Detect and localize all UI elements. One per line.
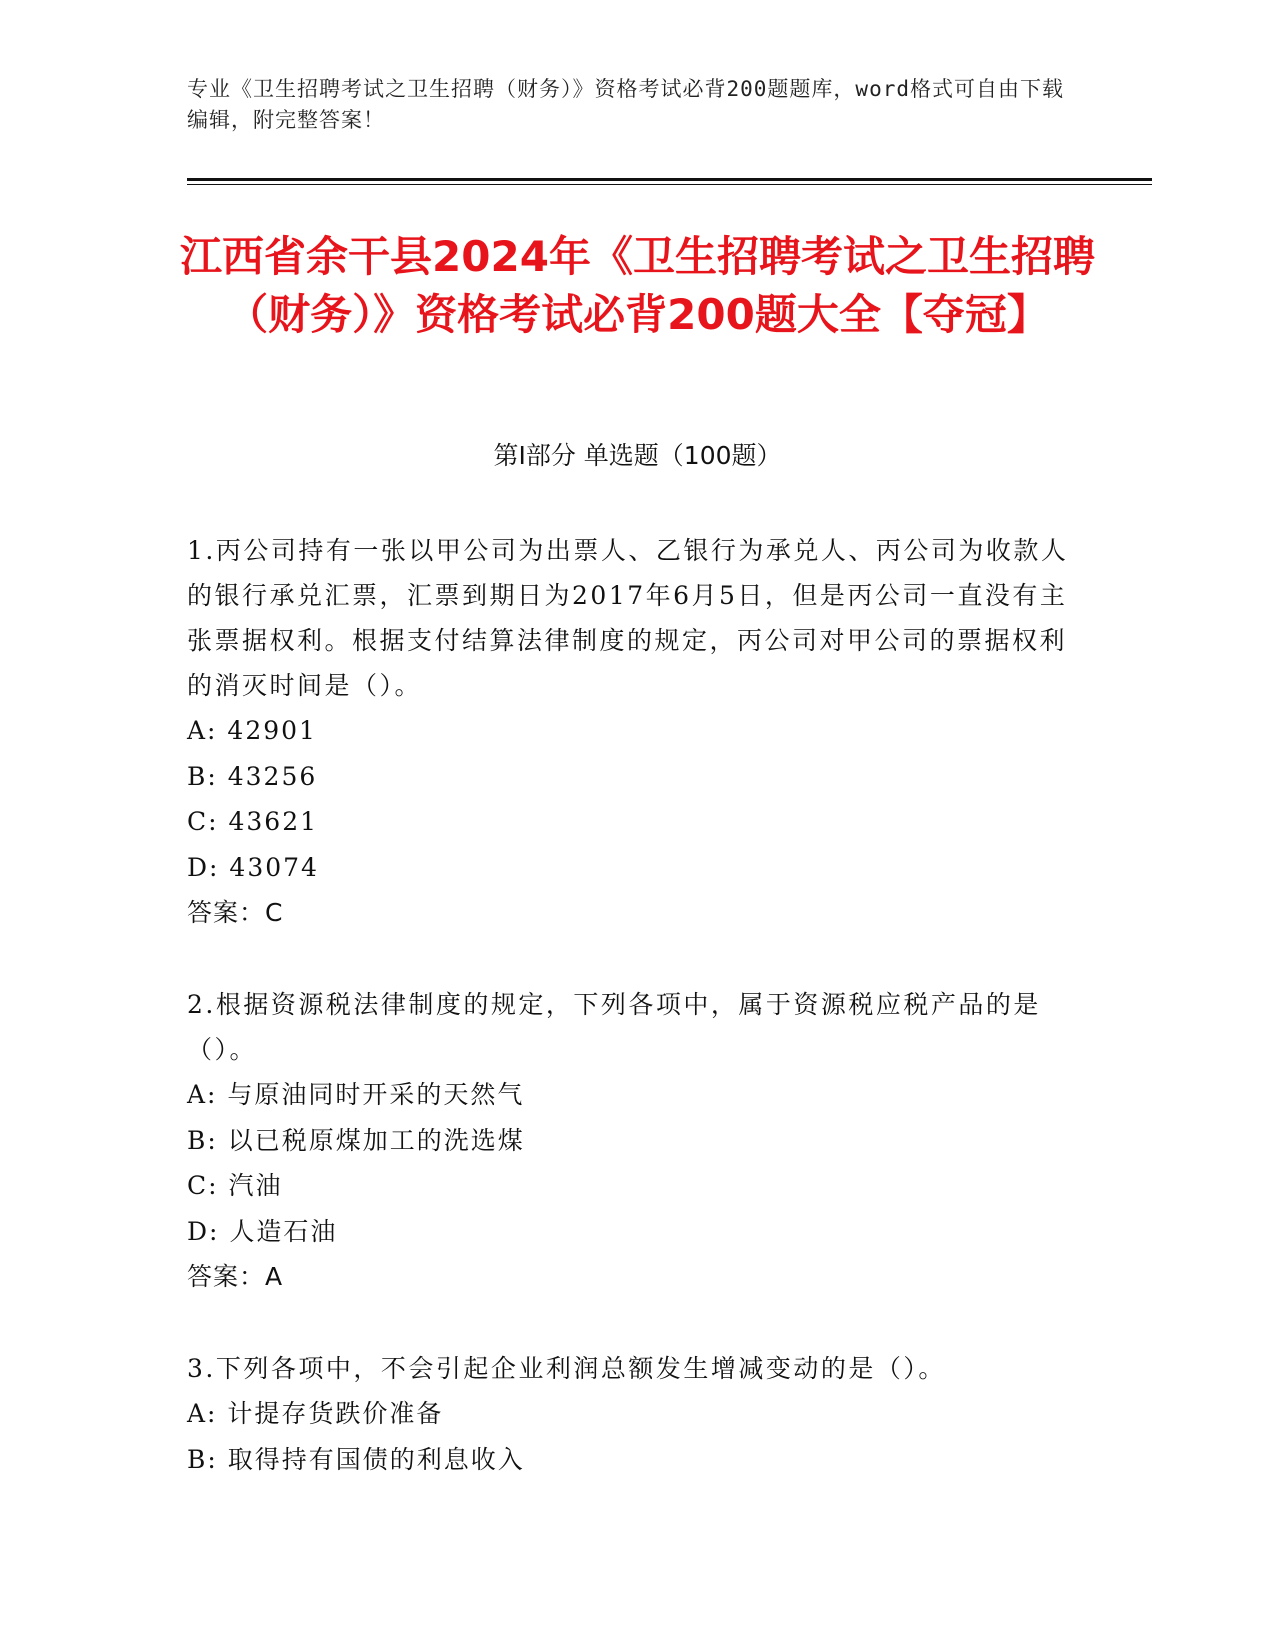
option-c: C: 汽油: [187, 1171, 283, 1200]
question-list: [187, 528, 1077, 1528]
option-b: B: 取得持有国债的利息收入: [187, 1444, 525, 1474]
option-b: B: 以已税原煤加工的洗选煤: [187, 1125, 525, 1155]
option-a: A: 计提存货跌价准备: [187, 1399, 444, 1428]
question-stem: 1.丙公司持有一张以甲公司为出票人、乙银行为承兑人、丙公司为收款人的银行承兑汇票，汇票到期日为2017年6月5日，但是丙公司一直没有主张票据权利。根据支付结算法律制度的规定，丙公司对甲公司的票据权利的消灭时间是（）。: [187, 536, 1069, 700]
section-heading: 第I部分 单选题（100题）: [493, 441, 782, 470]
question-stem: 3.下列各项中，不会引起企业利润总额发生增减变动的是（）。: [187, 1354, 946, 1383]
option-c: C: 43621: [187, 807, 319, 836]
answer-line: 答案：A: [187, 1262, 284, 1291]
header-divider: [187, 178, 1152, 181]
option-d: D: 人造石油: [187, 1216, 338, 1246]
question-1: [187, 528, 1077, 936]
header-note: 专业《卫生招聘考试之卫生招聘（财务）》资格考试必背200题题库，word格式可自由下载编辑，附完整答案！: [187, 77, 1064, 132]
option-d: D: 43074: [187, 852, 319, 882]
option-b: B: 43256: [187, 761, 318, 791]
option-a: A: 与原油同时开采的天然气: [187, 1080, 525, 1109]
question-2: [187, 982, 1077, 1300]
question-stem: 2.根据资源税法律制度的规定，下列各项中，属于资源税应税产品的是（）。: [187, 990, 1041, 1064]
document-title: 江西省余干县2024年《卫生招聘考试之卫生招聘（财务）》资格考试必背200题大全【夺冠】: [180, 232, 1095, 339]
option-a: A: 42901: [187, 716, 317, 745]
question-3: [187, 1346, 1077, 1482]
answer-line: 答案：C: [187, 898, 284, 927]
header-divider-thin: [187, 184, 1152, 185]
